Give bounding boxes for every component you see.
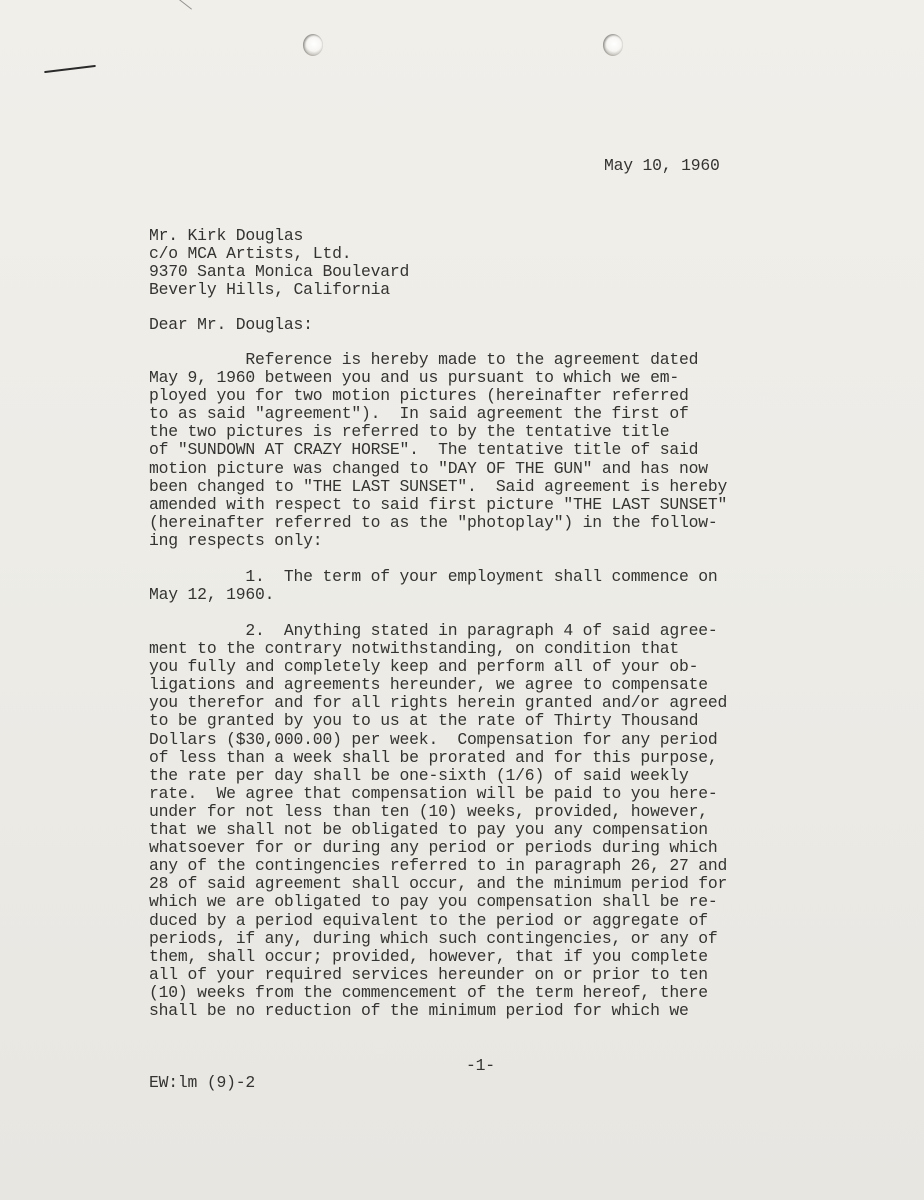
text-line: the two pictures is referred to by the tentative title xyxy=(149,422,670,442)
text-line: which we are obligated to pay you compensation shall be re- xyxy=(149,892,718,912)
text-line: May 12, 1960. xyxy=(149,585,275,605)
text-line: Reference is hereby made to the agreement dated xyxy=(149,350,699,369)
text-line: whatsoever for or during any period or periods during which xyxy=(149,838,718,858)
text-line: ployed you for two motion pictures (hereinafter referred xyxy=(149,386,689,406)
text-line: been changed to "THE LAST SUNSET". Said agreement is hereby xyxy=(149,476,728,496)
letter-date: May 10, 1960 xyxy=(604,156,720,175)
paragraph-compensation xyxy=(149,622,727,1020)
text-line: (hereinafter referred to as the "photoplay") in the follow- xyxy=(149,512,718,532)
pen-mark xyxy=(44,65,96,73)
reference-code: EW:lm (9)-2 xyxy=(149,1073,255,1092)
page-number: -1- xyxy=(466,1056,495,1075)
paragraph-reference xyxy=(149,351,727,550)
text-line: 1. The term of your employment shall commence on xyxy=(149,567,718,586)
salutation: Dear Mr. Douglas: xyxy=(149,315,313,334)
text-line: Mr. Kirk Douglas xyxy=(149,226,304,245)
text-line: motion picture was changed to "DAY OF THE GUN" and has now xyxy=(149,458,708,478)
text-line: ment to the contrary notwithstanding, on condition that xyxy=(149,639,679,659)
recipient-address xyxy=(149,227,409,299)
text-line: to as said "agreement"). In said agreement the first of xyxy=(149,404,689,424)
text-line: them, shall occur; provided, however, that if you complete xyxy=(149,946,708,966)
text-line: Beverly Hills, California xyxy=(149,280,390,300)
text-line: ligations and agreements hereunder, we agree to compensate xyxy=(149,675,708,695)
text-line: amended with respect to said first picture "THE LAST SUNSET" xyxy=(149,494,728,514)
text-line: the rate per day shall be one-sixth (1/6) of said weekly xyxy=(149,765,689,785)
text-line: shall be no reduction of the minimum period for which we xyxy=(149,1000,689,1020)
text-line: 9370 Santa Monica Boulevard xyxy=(149,262,410,282)
text-line: any of the contingencies referred to in paragraph 26, 27 and xyxy=(149,856,728,876)
text-line: you therefor and for all rights herein granted and/or agreed xyxy=(149,693,728,713)
text-line: of "SUNDOWN AT CRAZY HORSE". The tentative title of said xyxy=(149,440,699,460)
text-line: periods, if any, during which such contingencies, or any of xyxy=(149,928,718,948)
text-line: of less than a week shall be prorated and for this purpose, xyxy=(149,747,718,767)
text-line: c/o MCA Artists, Ltd. xyxy=(149,244,352,264)
corner-mark xyxy=(174,0,192,10)
text-line: May 9, 1960 between you and us pursuant to which we em- xyxy=(149,368,679,388)
punch-hole-right xyxy=(603,34,623,56)
text-line: rate. We agree that compensation will be paid to you here- xyxy=(149,783,718,803)
text-line: 2. Anything stated in paragraph 4 of said agree- xyxy=(149,621,718,640)
text-line: under for not less than ten (10) weeks, provided, however, xyxy=(149,801,708,821)
text-line: all of your required services hereunder on or prior to ten xyxy=(149,964,708,984)
punch-hole-left xyxy=(303,34,323,56)
text-line: that we shall not be obligated to pay you any compensation xyxy=(149,820,708,840)
text-line: (10) weeks from the commencement of the term hereof, there xyxy=(149,982,708,1002)
text-line: Dollars ($30,000.00) per week. Compensation for any period xyxy=(149,729,718,749)
paragraph-term xyxy=(149,568,718,604)
text-line: duced by a period equivalent to the period or aggregate of xyxy=(149,910,708,930)
text-line: you fully and completely keep and perform all of your ob- xyxy=(149,657,699,677)
text-line: 28 of said agreement shall occur, and the minimum period for xyxy=(149,874,728,894)
text-line: to be granted by you to us at the rate of Thirty Thousand xyxy=(149,711,699,731)
text-line: ing respects only: xyxy=(149,530,323,550)
